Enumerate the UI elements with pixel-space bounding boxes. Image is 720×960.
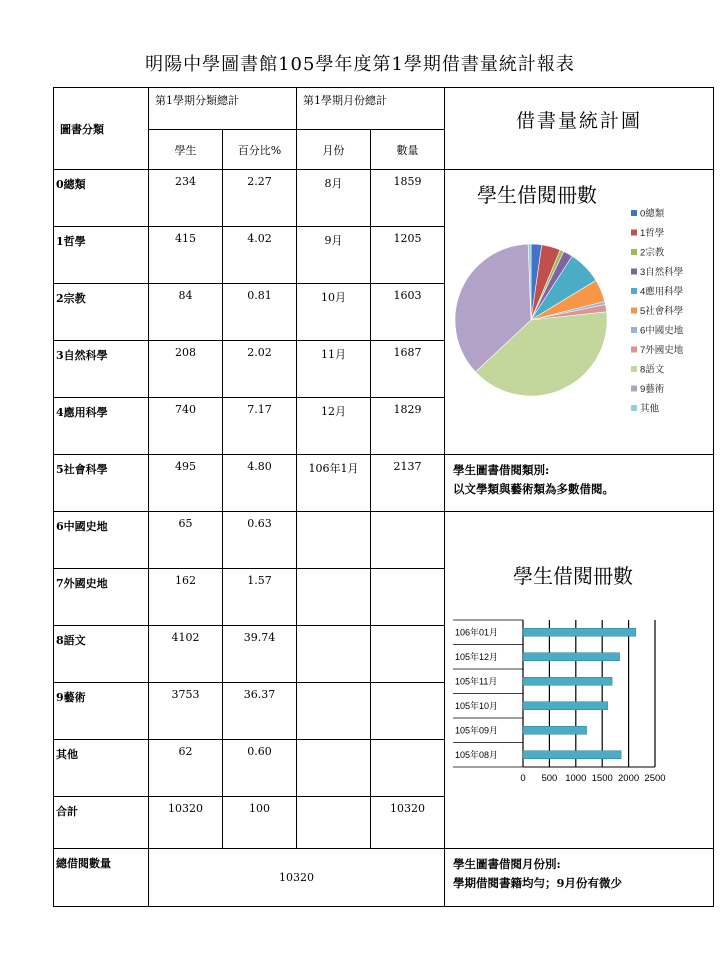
category-cell: 1哲學 [54, 227, 149, 284]
header-semester-total: 第1學期分類總計 [149, 88, 297, 130]
chart-title-cell [445, 88, 714, 170]
quantity-cell: 1859 [371, 170, 445, 227]
x-tick-label: 1500 [591, 773, 613, 784]
student-cell: 234 [149, 170, 223, 227]
bar-chart-area [445, 555, 713, 785]
month-cell [297, 740, 371, 797]
category-cell: 4應用科學 [54, 398, 149, 455]
student-cell: 415 [149, 227, 223, 284]
percent-cell: 4.02 [223, 227, 297, 284]
month-note-line1: 學生圖書借閱月份別: [453, 857, 561, 871]
chart-title: 借書量統計圖 [515, 110, 642, 132]
percent-cell: 0.63 [223, 512, 297, 569]
legend-label: 7外國史地 [640, 345, 684, 356]
bar-chart-title: 學生借閱冊數 [513, 566, 633, 588]
category-cell: 0總類 [54, 170, 149, 227]
total-row [54, 849, 714, 907]
month-cell: 11月 [297, 341, 371, 398]
header-monthly-total: 第1學期月份總計 [297, 88, 445, 130]
percent-cell: 36.37 [223, 683, 297, 740]
legend-label: 1哲學 [640, 228, 665, 239]
category-cell: 6中國史地 [54, 512, 149, 569]
percent-cell: 4.80 [223, 455, 297, 512]
x-tick-label: 0 [520, 773, 526, 784]
category-cell: 合計 [54, 797, 149, 849]
y-category-label: 105年09月 [455, 725, 499, 736]
legend-label: 2宗教 [640, 247, 665, 259]
percent-cell: 0.60 [223, 740, 297, 797]
header-quantity: 數量 [371, 130, 445, 170]
legend-swatch [631, 210, 637, 216]
student-cell: 10320 [149, 797, 223, 849]
month-note-cell [445, 849, 714, 907]
pie-chart-title: 學生借閱冊數 [477, 185, 597, 207]
legend-swatch [631, 249, 637, 255]
bar [523, 702, 608, 710]
quantity-cell [371, 740, 445, 797]
category-note-cell [445, 455, 714, 512]
student-cell: 62 [149, 740, 223, 797]
pie-chart [445, 170, 713, 450]
month-cell [297, 512, 371, 569]
legend-swatch [631, 366, 637, 372]
quantity-cell: 1687 [371, 341, 445, 398]
category-cell: 9藝術 [54, 683, 149, 740]
month-cell: 106年1月 [297, 455, 371, 512]
student-cell: 495 [149, 455, 223, 512]
x-tick-label: 2000 [618, 773, 640, 784]
header-percent: 百分比% [223, 130, 297, 170]
legend-swatch [631, 386, 637, 392]
month-cell [297, 797, 371, 849]
x-tick-label: 1000 [565, 773, 587, 784]
quantity-cell: 1829 [371, 398, 445, 455]
x-tick-label: 500 [541, 773, 558, 784]
percent-cell: 2.02 [223, 341, 297, 398]
legend-label: 0總類 [640, 208, 665, 220]
quantity-cell: 1603 [371, 284, 445, 341]
category-cell: 5社會科學 [54, 455, 149, 512]
total-label: 總借閱數量 [54, 849, 149, 907]
percent-cell: 7.17 [223, 398, 297, 455]
pie-chart-area [445, 170, 713, 450]
student-cell: 84 [149, 284, 223, 341]
legend-swatch [631, 308, 637, 314]
month-note-line2: 學期借閱書籍均勻；9月份有微少 [453, 876, 622, 890]
quantity-cell [371, 626, 445, 683]
y-category-label: 105年12月 [455, 651, 499, 662]
total-value: 10320 [149, 849, 445, 907]
percent-cell: 1.57 [223, 569, 297, 626]
category-cell: 2宗教 [54, 284, 149, 341]
legend-swatch [631, 327, 637, 333]
header-student: 學生 [149, 130, 223, 170]
student-cell: 208 [149, 341, 223, 398]
legend-swatch [631, 405, 637, 411]
x-tick-label: 2500 [644, 773, 666, 784]
legend-swatch [631, 269, 637, 275]
quantity-cell [371, 512, 445, 569]
quantity-cell: 2137 [371, 455, 445, 512]
legend-label: 6中國史地 [640, 325, 684, 337]
student-cell: 65 [149, 512, 223, 569]
student-cell: 740 [149, 398, 223, 455]
y-category-label: 106年01月 [455, 627, 499, 638]
category-cell: 3自然科學 [54, 341, 149, 398]
percent-cell: 2.27 [223, 170, 297, 227]
table-row [54, 455, 714, 512]
y-category-label: 105年10月 [455, 700, 499, 711]
bar [523, 726, 587, 734]
quantity-cell [371, 683, 445, 740]
header-category: 圖書分類 [54, 88, 149, 170]
category-note-line1: 學生圖書借閱類別: [453, 463, 550, 477]
quantity-cell: 1205 [371, 227, 445, 284]
bar-chart [445, 555, 713, 785]
page-title: 明陽中學圖書館105學年度第1學期借書量統計報表 [145, 54, 575, 75]
student-cell: 162 [149, 569, 223, 626]
bar [523, 751, 621, 759]
bar [523, 628, 636, 636]
header-month: 月份 [297, 130, 371, 170]
month-cell [297, 683, 371, 740]
legend-label: 9藝術 [640, 384, 665, 395]
category-note-line2: 以文學類與藝術類為多數借閱。 [453, 482, 614, 496]
month-cell [297, 569, 371, 626]
legend-label: 3自然科學 [640, 267, 684, 278]
legend-swatch [631, 288, 637, 294]
category-cell: 8語文 [54, 626, 149, 683]
percent-cell: 100 [223, 797, 297, 849]
month-cell: 9月 [297, 227, 371, 284]
percent-cell: 0.81 [223, 284, 297, 341]
legend-label: 8語文 [640, 364, 665, 376]
bar [523, 677, 612, 685]
bar [523, 653, 620, 661]
month-cell: 8月 [297, 170, 371, 227]
legend-swatch [631, 347, 637, 353]
category-cell: 7外國史地 [54, 569, 149, 626]
quantity-cell [371, 569, 445, 626]
legend-label: 其他 [640, 403, 660, 415]
month-cell: 12月 [297, 398, 371, 455]
month-cell [297, 626, 371, 683]
month-cell: 10月 [297, 284, 371, 341]
quantity-cell: 10320 [371, 797, 445, 849]
y-category-label: 105年11月 [455, 676, 498, 687]
legend-swatch [631, 230, 637, 236]
category-cell: 其他 [54, 740, 149, 797]
percent-cell: 39.74 [223, 626, 297, 683]
student-cell: 4102 [149, 626, 223, 683]
y-category-label: 105年08月 [455, 749, 499, 760]
legend-label: 4應用科學 [640, 286, 684, 298]
student-cell: 3753 [149, 683, 223, 740]
legend-label: 5社會科學 [640, 306, 684, 317]
